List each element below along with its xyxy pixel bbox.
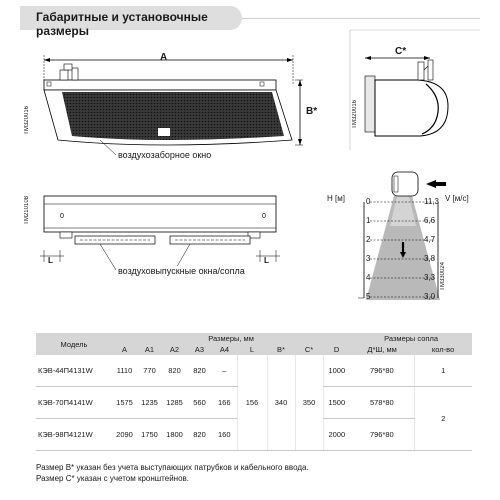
cell-a3: 820 [187,355,212,387]
speed-tick: 3,0 [424,292,436,301]
cell-a3: 820 [187,419,212,451]
tm-bottom-label: TM210108 [24,196,30,225]
intake-callout: воздухозаборное окно [118,150,212,160]
bottom-view [40,196,280,270]
cell-model: КЭВ-98П4121W [36,419,112,451]
dims-group-header: Размеры, мм [112,333,350,344]
cell-a4: 160 [212,419,237,451]
sub-header: Д*Ш, мм [350,344,414,355]
cell-a: 1575 [112,387,137,419]
dim-b-label: B* [306,106,318,117]
cell-a1: 1235 [137,387,162,419]
cell-a4: 166 [212,387,237,419]
cell-count: 1 [414,355,472,387]
tm-side-label: TM320016 [352,100,358,129]
side-view [350,30,480,150]
cell-model: КЭВ-44П4131W [36,355,112,387]
cell-a2: 1285 [162,387,187,419]
height-tick: 0 [366,197,371,206]
cell-l-shared: 156 [237,355,267,451]
tm-velocity-label: TM330024 [440,262,446,291]
speed-tick: 3,8 [424,254,436,263]
dim-a-label: A [160,52,168,63]
cell-a1: 770 [137,355,162,387]
cell-count-shared: 2 [414,387,472,451]
cell-a2: 820 [162,355,187,387]
sub-header: C* [295,344,323,355]
tm-front-label: TM320016 [24,106,30,135]
speed-tick: 3,3 [424,273,436,282]
cell-b-shared: 340 [267,355,295,451]
sub-header: A4 [212,344,237,355]
height-tick: 5 [366,292,371,301]
cell-a: 1110 [112,355,137,387]
front-view [44,55,303,155]
sub-header: A3 [187,344,212,355]
sub-header: B* [267,344,295,355]
height-tick: 1 [366,216,371,225]
sub-header: A2 [162,344,187,355]
footnote: Размер B* указан без учета выступающих патрубков и кабельного ввода. [36,463,309,472]
cell-a3: 560 [187,387,212,419]
height-tick: 4 [366,273,371,282]
height-tick: 2 [366,235,371,244]
cell-c-shared: 350 [295,355,323,451]
sub-header: A [112,344,137,355]
table-row [36,355,472,387]
cell-a: 2090 [112,419,137,451]
sub-header: D [323,344,350,355]
cell-model: КЭВ-70П4141W [36,387,112,419]
sub-header: A1 [137,344,162,355]
speed-tick: 11,3 [424,197,439,206]
axis-speed-label: V [м/с] [445,194,469,203]
dim-l-left: L [48,256,53,265]
cell-a4: – [212,355,237,387]
section-title: Габаритные и установочные размеры [36,10,208,38]
cell-d: 1500 [323,387,350,419]
speed-tick: 6,6 [424,216,436,225]
outlets-callout: воздуховыпускные окна/сопла [118,266,245,276]
svg-text:0: 0 [60,213,64,220]
cell-d: 1000 [323,355,350,387]
cell-nozzle: 796*80 [350,355,414,387]
cell-d: 2000 [323,419,350,451]
sub-header: L [237,344,267,355]
footnotes [36,462,309,484]
cell-nozzle: 796*80 [350,419,414,451]
footnote: Размер C* указан с учетом кронштейнов. [36,474,190,483]
dim-l-right: L [264,256,269,265]
cell-nozzle: 578*80 [350,387,414,419]
cell-a2: 1800 [162,419,187,451]
col-model-header: Модель [36,333,112,355]
dim-c-label: C* [395,46,407,57]
dimensions-table [36,333,472,451]
nozzle-group-header: Размеры сопла [350,333,472,344]
speed-tick: 4,7 [424,235,436,244]
sub-header: кол-во [414,344,472,355]
svg-text:0: 0 [262,213,266,220]
height-tick: 3 [366,254,371,263]
cell-a1: 1750 [137,419,162,451]
axis-height-label: H [м] [327,194,345,203]
